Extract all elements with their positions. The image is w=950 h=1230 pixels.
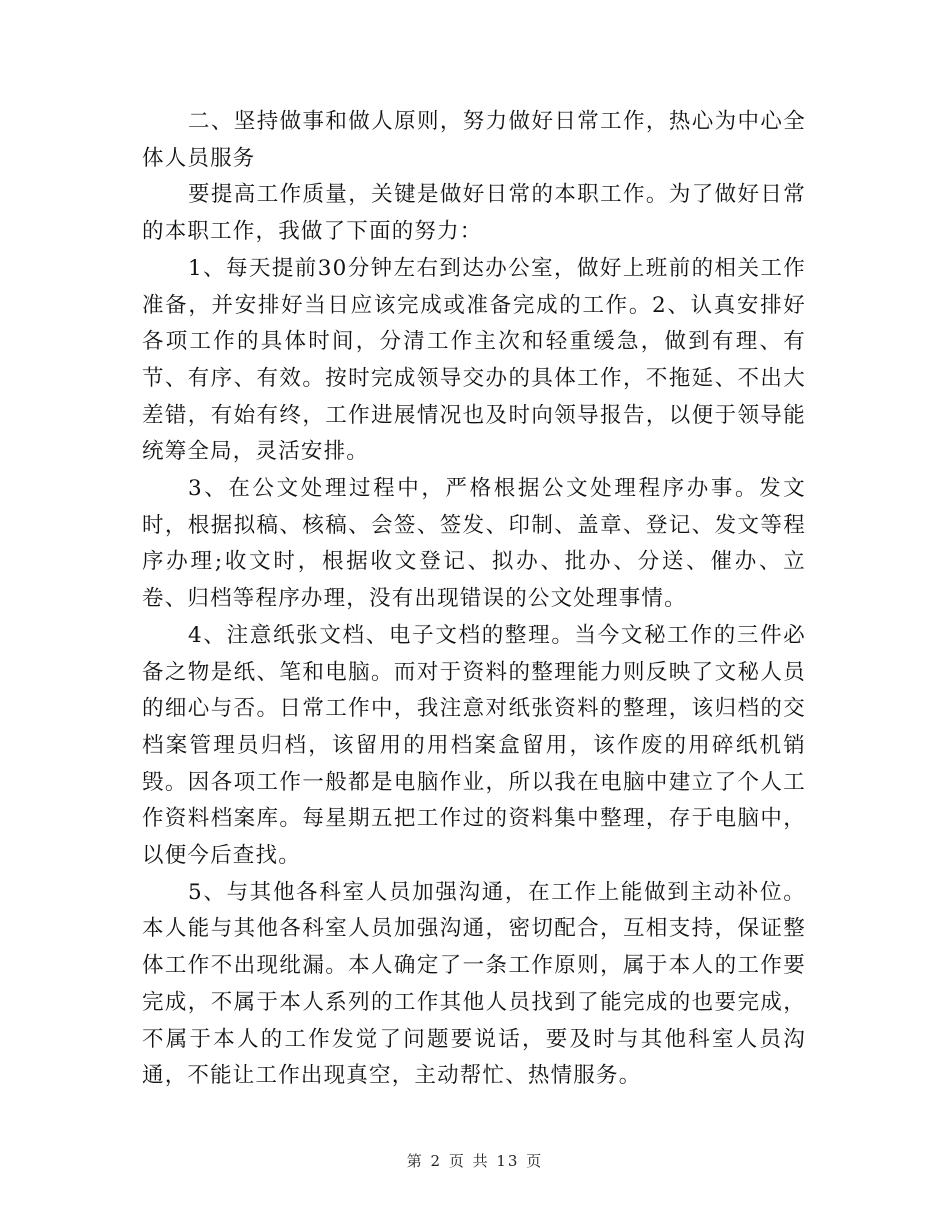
page-number-label: 第 2 页 共 13 页: [406, 1152, 544, 1170]
paragraph-item-3: 3、在公文处理过程中，严格根据公文处理程序办事。发文时，根据拟稿、核稿、会签、签发、印制、盖章、登记、发文等程序办理;收文时，根据收文登记、拟办、批办、分送、催办、立卷、归档等程序办理，没有出现错误的公文处理事情。: [142, 476, 806, 612]
paragraph-item-5: 5、与其他各科室人员加强沟通，在工作上能做到主动补位。本人能与其他各科室人员加强沟通，密切配合，互相支持，保证整体工作不出现纰漏。本人确定了一条工作原则，属于本人的工作要完成，不属于本人系列的工作其他人员找到了能完成的也要完成，不属于本人的工作发觉了问题要说话，要及时与其他科室人员沟通，不能让工作出现真空，主动帮忙、热情服务。: [142, 879, 806, 1089]
document-body: [142, 104, 806, 1095]
paragraph-item-4: 4、注意纸张文档、电子文档的整理。当今文秘工作的三件必备之物是纸、笔和电脑。而对于资料的整理能力则反映了文秘人员的细心与否。日常工作中，我注意对纸张资料的整理，该归档的交档案管理员归档，该留用的用档案盒留用，该作废的用碎纸机销毁。因各项工作一般都是电脑作业，所以我在电脑中建立了个人工作资料档案库。每星期五把工作过的资料集中整理，存于电脑中，以便今后查找。: [142, 622, 806, 869]
paragraph-item-1-2: 1、每天提前30分钟左右到达办公室，做好上班前的相关工作准备，并安排好当日应该完成或准备完成的工作。2、认真安排好各项工作的具体时间，分清工作主次和轻重缓急，做到有理、有节、有序、有效。按时完成领导交办的具体工作，不拖延、不出大差错，有始有终，工作进展情况也及时向领导报告，以便于领导能统筹全局，灵活安排。: [142, 255, 806, 465]
page-footer: [0, 1150, 950, 1171]
paragraph-section-heading: 二、坚持做事和做人原则，努力做好日常工作，热心为中心全体人员服务: [142, 109, 806, 171]
paragraph-intro: 要提高工作质量，关键是做好日常的本职工作。为了做好日常的本职工作，我做了下面的努力：: [142, 182, 806, 245]
